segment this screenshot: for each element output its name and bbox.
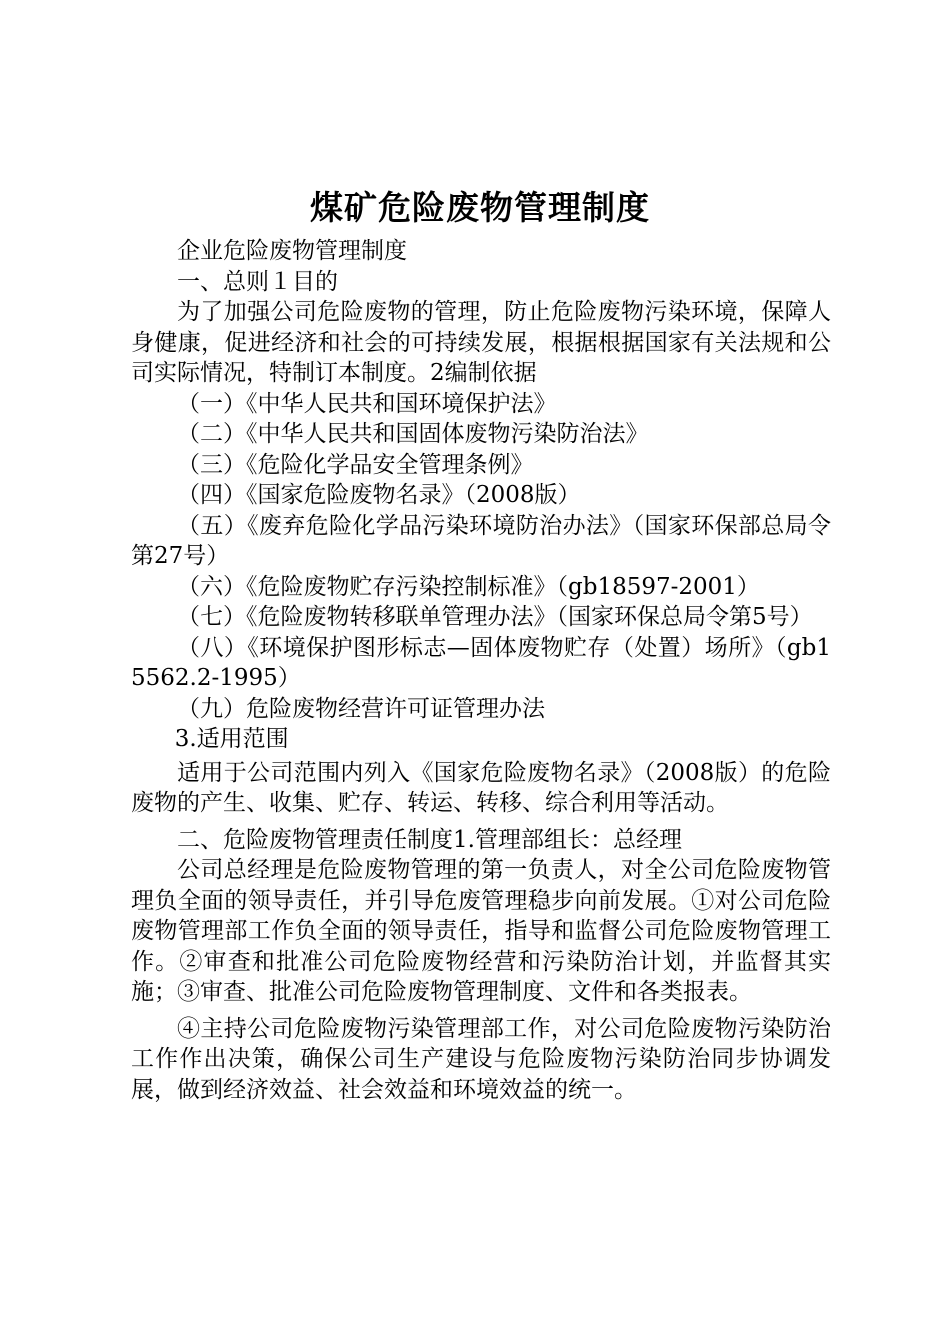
document-body (131, 236, 831, 1105)
paragraph-subtitle: 企业危险废物管理制度 (177, 238, 407, 264)
paragraph-pollution-management: ④主持公司危险废物污染管理部工作，对公司危险废物污染防治工作作出决策，确保公司生产建设与危险废物污染防治同步协调发展，做到经济效益、社会效益和环境效益的统一。 (131, 1015, 831, 1103)
paragraph-basis-6: （六）《危险废物贮存污染控制标准》（gb18597-2001） (177, 573, 760, 600)
paragraph-basis-9: （九）危险废物经营许可证管理办法 (177, 695, 545, 722)
paragraph-basis-2: （二）《中华人民共和国固体废物污染防治法》 (177, 421, 649, 447)
document-title: 煤矿危险废物管理制度 (310, 188, 650, 227)
paragraph-basis-8: （八）《环境保护图形标志—固体废物贮存（处置）场所》（gb15562.2-1995） (131, 634, 831, 691)
paragraph-basis-7: （七）《危险废物转移联单管理办法》（国家环保总局令第5号） (177, 604, 813, 630)
paragraph-basis-5: （五）《废弃危险化学品污染环境防治办法》（国家环保部总局令第27号） (131, 512, 831, 569)
paragraph-basis-1: （一）《中华人民共和国环境保护法》 (177, 390, 557, 417)
paragraph-purpose: 为了加强公司危险废物的管理，防止危险废物污染环境，保障人身健康，促进经济和社会的可持续发展，根据根据国家有关法规和公司实际情况，特制订本制度。2编制依据 (131, 299, 831, 386)
paragraph-basis-4: （四）《国家危险废物名录》（2008版） (177, 482, 581, 508)
paragraph-scope: 适用于公司范围内列入《国家危险废物名录》（2008版）的危险废物的产生、收集、贮存、转运、转移、综合利用等活动。 (131, 759, 831, 816)
paragraph-scope-heading: 3.适用范围 (174, 726, 289, 752)
paragraph-section-responsibility: 二、危险废物管理责任制度1.管理部组长：总经理 (177, 826, 682, 853)
paragraph-general-manager: 公司总经理是危险废物管理的第一负责人，对全公司危险废物管理负全面的领导责任，并引导危废管理稳步向前发展。①对公司危险废物管理部工作负全面的领导责任，指导和监督公司危险废物管理工作。②审查和批准公司危险废物经营和污染防治计划，并监督其实施；③审查、批准公司危险废物管理制度、文件和各类报表。 (131, 857, 831, 1005)
paragraph-section-general: 一、总则１目的 (177, 268, 338, 295)
paragraph-basis-3: （三）《危险化学品安全管理条例》 (177, 451, 534, 478)
